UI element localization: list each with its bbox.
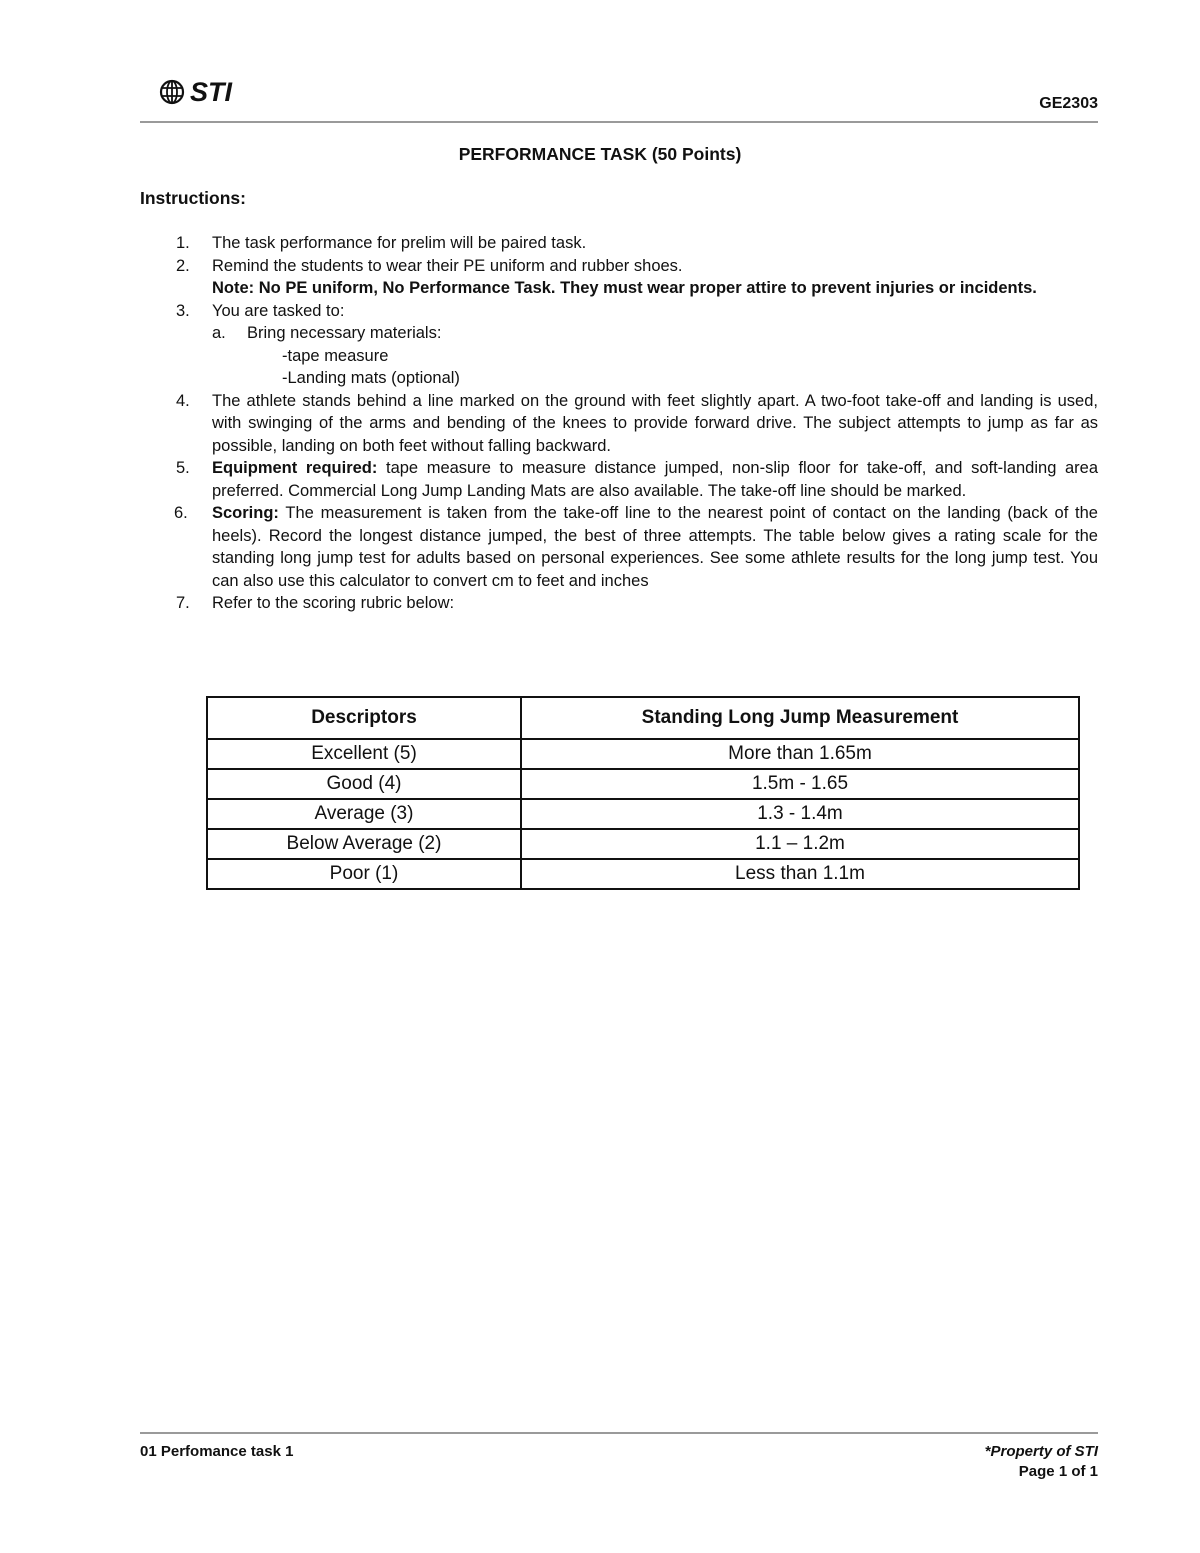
measurement-cell: 1.3 - 1.4m — [521, 799, 1079, 829]
table-row — [207, 739, 1079, 769]
table-row — [207, 799, 1079, 829]
sti-logo — [158, 78, 232, 106]
list-item-2 — [140, 255, 1098, 300]
descriptor-cell: Poor (1) — [207, 859, 521, 889]
item-number: 6. — [174, 504, 188, 522]
descriptor-cell: Average (3) — [207, 799, 521, 829]
item-number: 5. — [176, 459, 190, 477]
item-label: Scoring: — [212, 504, 279, 522]
material-item: -tape measure — [282, 346, 389, 365]
item-label: Equipment required: — [212, 459, 378, 477]
descriptor-cell: Excellent (5) — [207, 739, 521, 769]
globe-icon — [158, 79, 188, 105]
item-number: 1. — [176, 234, 190, 252]
item-text: Refer to the scoring rubric below: — [212, 594, 455, 612]
descriptor-cell: Below Average (2) — [207, 829, 521, 859]
item-text: tape measure to measure distance jumped, non-slip floor for take-off, and soft-landing area preferred. Commercial Long Jump Landing Mats are also available. The take-off line should be marked. — [212, 459, 1099, 500]
sub-item-text: Bring necessary materials: — [247, 324, 442, 342]
item-text: The athlete stands behind a line marked on the ground with feet slightly apart. A two-foot take-off and landing is used, with swinging of the arms and bending of the knees to provide forward drive. The subject attempts to jump as far as possible, landing on both feet without falling backward. — [212, 391, 1098, 455]
footer-document-name: 01 Perfomance task 1 — [140, 1443, 294, 1460]
column-header: Descriptors — [207, 697, 521, 739]
footer-page-number: Page 1 of 1 — [1018, 1463, 1098, 1480]
item-text: Remind the students to wear their PE uniform and rubber shoes. — [212, 256, 683, 275]
list-item-1 — [140, 232, 1098, 255]
item-number: 4. — [176, 391, 190, 410]
course-code: GE2303 — [1039, 95, 1098, 112]
item-text: The task performance for prelim will be paired task. — [212, 234, 587, 252]
table-row — [207, 859, 1079, 889]
instructions-list — [140, 232, 1098, 615]
materials-list — [247, 345, 1098, 390]
table-header-row — [207, 697, 1079, 739]
list-item-7 — [140, 592, 1098, 615]
measurement-cell: 1.5m - 1.65 — [521, 769, 1079, 799]
list-item-3 — [140, 300, 1098, 390]
list-item-4 — [140, 390, 1098, 458]
table-row — [207, 829, 1079, 859]
uniform-note: Note: No PE uniform, No Performance Task. They must wear proper attire to prevent injuries or incidents. — [212, 279, 1037, 297]
measurement-cell: More than 1.65m — [521, 739, 1079, 769]
sub-item-a — [212, 322, 1098, 390]
instructions-heading: Instructions: — [140, 188, 246, 208]
descriptor-cell: Good (4) — [207, 769, 521, 799]
page-title: PERFORMANCE TASK (50 Points) — [458, 144, 742, 164]
sub-item-letter: a. — [212, 324, 226, 342]
item-number: 7. — [176, 594, 190, 612]
item-text: You are tasked to: — [212, 301, 345, 320]
list-item-6 — [140, 502, 1098, 592]
list-item-5 — [140, 457, 1098, 502]
scoring-rubric-table — [206, 696, 1080, 890]
column-header: Standing Long Jump Measurement — [521, 697, 1079, 739]
measurement-cell: 1.1 – 1.2m — [521, 829, 1079, 859]
material-item: -Landing mats (optional) — [282, 369, 460, 387]
logo-text: STI — [190, 76, 233, 107]
measurement-cell: Less than 1.1m — [521, 859, 1079, 889]
item-number: 3. — [176, 301, 190, 320]
item-text: The measurement is taken from the take-off line to the nearest point of contact on the landing (back of the heels). Record the longest distance jumped, the best of three attempts. The table below gives a rating scale for the standing long jump test for adults based on personal experiences. See some athlete results for the long jump test. You can also use this calculator to convert cm to feet and inches — [212, 504, 1098, 590]
footer-property: *Property of STI — [984, 1443, 1098, 1460]
header-divider — [140, 121, 1098, 123]
footer-divider — [140, 1432, 1098, 1434]
item-number: 2. — [176, 256, 190, 275]
table-row — [207, 769, 1079, 799]
